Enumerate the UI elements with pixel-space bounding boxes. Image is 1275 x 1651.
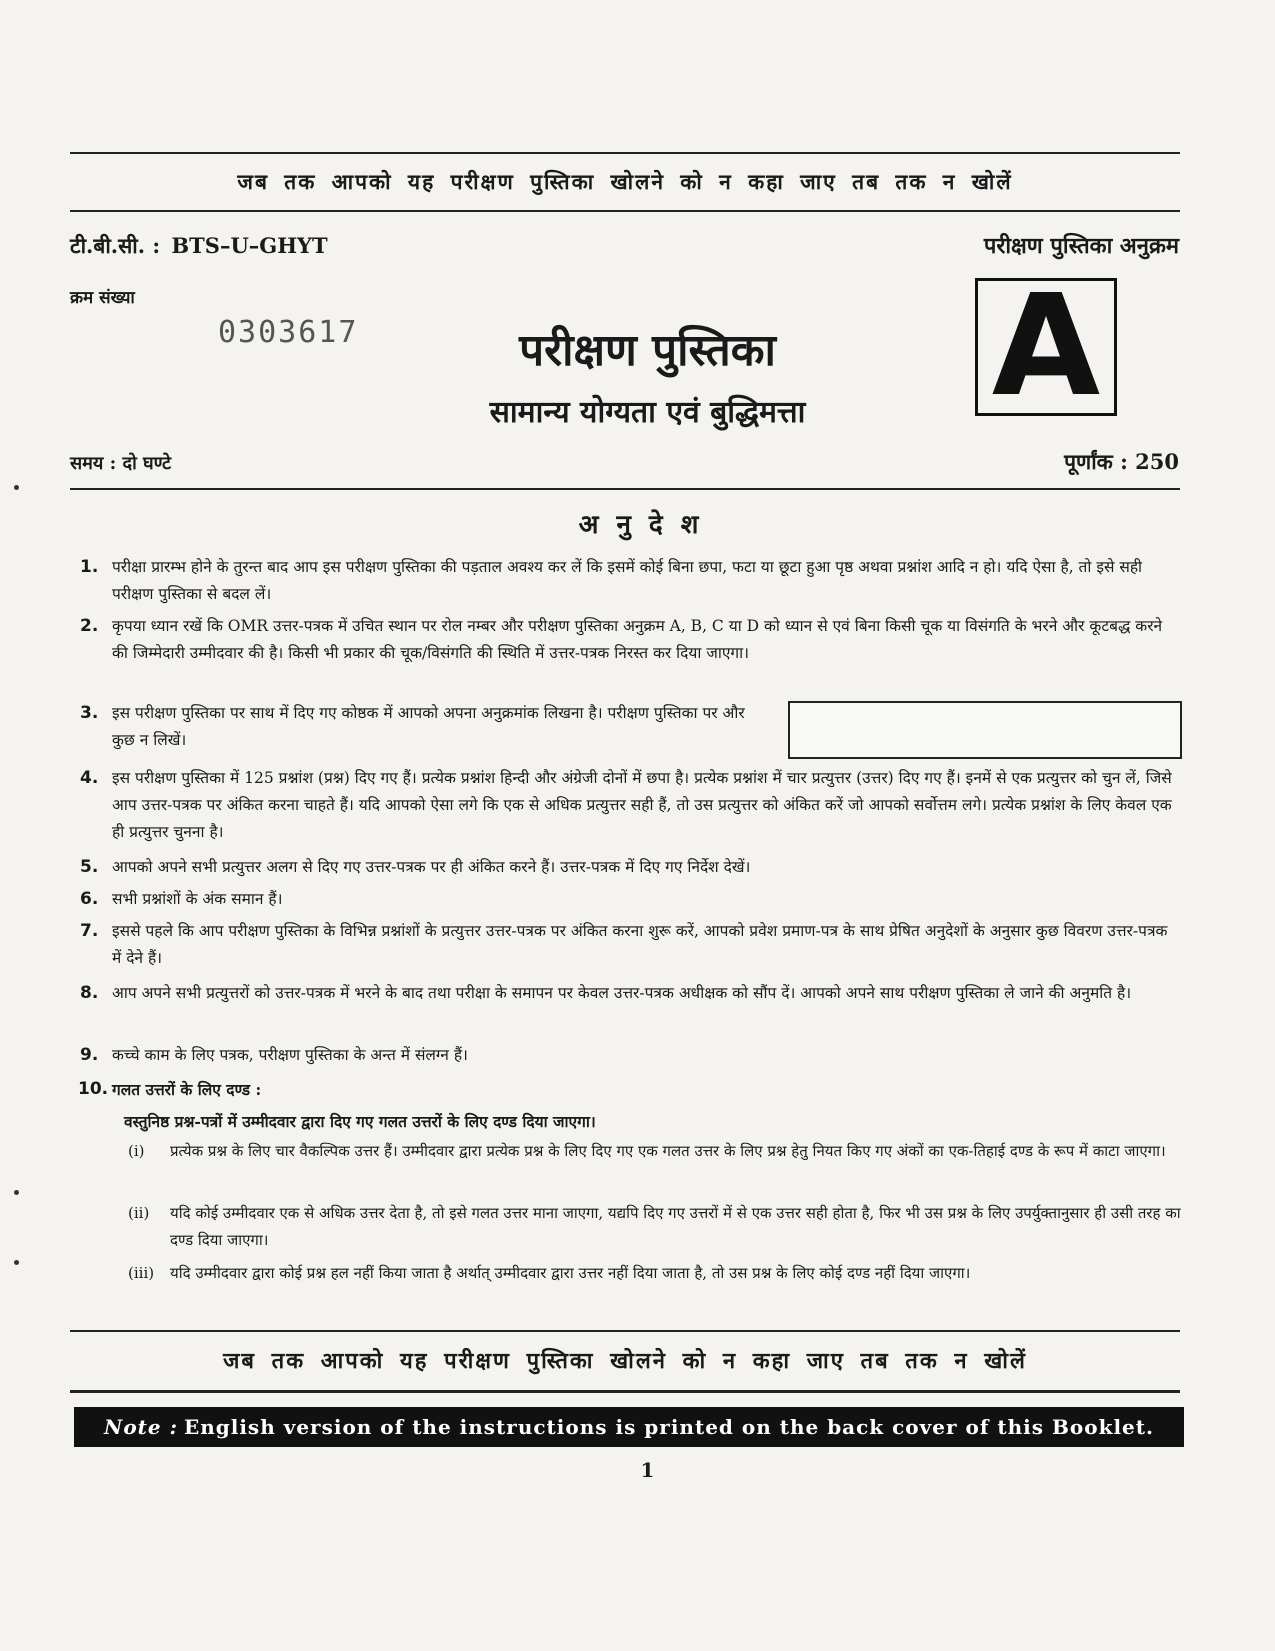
- instruction-item: [80, 918, 1180, 972]
- page-number: 1: [640, 1458, 655, 1482]
- note-label: Note :: [104, 1415, 178, 1439]
- instruction-item: [80, 886, 1180, 913]
- penalty-intro: वस्तुनिष्ठ प्रश्न-पत्रों में उम्मीदवार द्वारा दिए गए गलत उत्तरों के लिए दण्ड दिया जाएगा।: [124, 1112, 596, 1131]
- penalty-item: [128, 1200, 1183, 1254]
- instruction-number: 5.: [80, 857, 99, 877]
- instruction-number: 6.: [80, 889, 99, 909]
- bottom-rule-2: [70, 1390, 1180, 1393]
- instruction-number: 4.: [80, 768, 99, 788]
- series-label: परीक्षण पुस्तिका अनुक्रम: [983, 233, 1179, 259]
- instruction-number: 3.: [80, 703, 99, 723]
- penalty-item: [128, 1260, 1183, 1287]
- top-rule-2: [70, 210, 1180, 212]
- instruction-text: कृपया ध्यान रखें कि OMR उत्तर-पत्रक में उचित स्थान पर रोल नम्बर और परीक्षण पुस्तिका अनुक्रम A, B, C या D को ध्यान से एवं बिना किसी चूक या विसंगति के भरने और कूटबद्ध करने की जिम्मेदारी उम्मीदवार की है। किसी भी प्रकार की चूक/विसंगति की स्थिति में उत्तर-पत्रक निरस्त कर दिया जाएगा।: [112, 617, 1163, 662]
- instruction-number: 1.: [80, 557, 99, 577]
- instruction-number: 7.: [80, 921, 99, 941]
- top-rule: [70, 152, 1180, 154]
- tbc-code: BTS–U–GHYT: [171, 233, 328, 258]
- penalty-item: [128, 1138, 1183, 1165]
- booklet-subtitle: सामान्य योग्यता एवं बुद्धिमत्ता: [489, 395, 806, 430]
- penalty-item-number: (iii): [128, 1264, 155, 1282]
- scan-speck: [14, 1260, 19, 1265]
- instruction-text: आपको अपने सभी प्रत्युत्तर अलग से दिए गए उत्तर-पत्रक पर ही अंकित करने हैं। उत्तर-पत्रक में दिए गए निर्देश देखें।: [112, 858, 751, 876]
- note-text: English version of the instructions is printed on the back cover of this Booklet.: [183, 1415, 1154, 1439]
- penalty-item-number: (ii): [128, 1204, 150, 1222]
- instruction-number: 9.: [80, 1045, 99, 1065]
- bottom-rule: [70, 1330, 1180, 1332]
- tbc-code-line: [70, 232, 328, 260]
- instructions-heading: अनुदेश: [578, 510, 717, 540]
- penalty-item-number: (i): [128, 1142, 145, 1160]
- instruction-item: [80, 613, 1180, 667]
- instruction-item: [80, 700, 770, 754]
- instruction-text: गलत उत्तरों के लिए दण्ड :: [112, 1080, 262, 1099]
- serial-label: क्रम संख्या: [70, 288, 135, 308]
- penalty-item-text: यदि उम्मीदवार द्वारा कोई प्रश्न हल नहीं किया जाता है अर्थात् उम्मीदवार द्वारा उत्तर नहीं दिया जाता है, तो उस प्रश्न के लिए कोई दण्ड नहीं दिया जाएगा।: [170, 1264, 971, 1282]
- instruction-text: आप अपने सभी प्रत्युत्तरों को उत्तर-पत्रक में भरने के बाद तथा परीक्षा के समापन पर केवल उत्तर-पत्रक अधीक्षक को सौंप दें। आपको अपने साथ परीक्षण पुस्तिका ले जाने की अनुमति है।: [112, 984, 1132, 1002]
- instruction-item: [80, 554, 1180, 608]
- instruction-text: इससे पहले कि आप परीक्षण पुस्तिका के विभिन्न प्रश्नांशों के प्रत्युत्तर उत्तर-पत्रक पर अंकित करना शुरू करें, आपको प्रवेश प्रमाण-पत्र के साथ प्रेषित अनुदेशों के अनुसार कुछ विवरण उत्तर-पत्रक में देने हैं।: [112, 922, 1168, 967]
- series-box: [975, 265, 1117, 428]
- instruction-item: [80, 1042, 1180, 1069]
- series-letter: A: [991, 265, 1101, 428]
- scan-speck: [14, 1190, 19, 1195]
- instruction-text: कच्चे काम के लिए पत्रक, परीक्षण पुस्तिका के अन्त में संलग्न हैं।: [112, 1046, 468, 1064]
- tbc-label: टी.बी.सी. :: [70, 233, 161, 258]
- top-warning: जब तक आपको यह परीक्षण पुस्तिका खोलने को न कहा जाए तब तक न खोलें: [237, 169, 1013, 194]
- instruction-text: इस परीक्षण पुस्तिका में 125 प्रश्नांश (प्रश्न) दिए गए हैं। प्रत्येक प्रश्नांश हिन्दी और अंग्रेजी दोनों में छपा है। प्रत्येक प्रश्नांश में चार प्रत्युत्तर (उत्तर) दिए गए हैं। इनमें से एक प्रत्युत्तर को चुन लें, जिसे आप उत्तर-पत्रक पर अंकित करना चाहते हैं। यदि आपको ऐसा लगे कि एक से अधिक प्रत्युत्तर सही हैं, तो उस प्रत्युत्तर को अंकित करें जो आपको सर्वोत्तम लगे। प्रत्येक प्रश्नांश के लिए केवल एक ही प्रत्युत्तर चुनना है।: [112, 769, 1172, 841]
- penalty-item-text: यदि कोई उम्मीदवार एक से अधिक उत्तर देता है, तो इसे गलत उत्तर माना जाएगा, यद्यपि दिए गए उत्तरों में से एक उत्तर सही होता है, फिर भी उस प्रश्न के लिए उपर्युक्तानुसार ही उसी तरह का दण्ड दिया जाएगा।: [170, 1204, 1181, 1249]
- instruction-item: [78, 1076, 1178, 1103]
- instruction-text: परीक्षा प्रारम्भ होने के तुरन्त बाद आप इस परीक्षण पुस्तिका की पड़ताल अवश्य कर लें कि इसमें कोई बिना छपा, फटा या छूटा हुआ पृष्ठ अथवा प्रश्नांश आदि न हो। यदि ऐसा है, तो इसे सही परीक्षण पुस्तिका से बदल लें।: [112, 558, 1143, 603]
- scan-speck: [14, 485, 19, 490]
- instruction-number: 2.: [80, 616, 99, 636]
- instruction-text: इस परीक्षण पुस्तिका पर साथ में दिए गए कोष्ठक में आपको अपना अनुक्रमांक लिखना है। परीक्षण पुस्तिका पर और कुछ न लिखें।: [112, 704, 745, 749]
- instruction-item: [80, 854, 1180, 881]
- note-bar: [74, 1407, 1184, 1447]
- booklet-title: परीक्षण पुस्तिका: [519, 325, 776, 376]
- mid-rule: [70, 488, 1180, 490]
- roll-number-box[interactable]: [788, 701, 1182, 759]
- penalty-item-text: प्रत्येक प्रश्न के लिए चार वैकल्पिक उत्तर हैं। उम्मीदवार द्वारा प्रत्येक प्रश्न के लिए दिए गए एक गलत उत्तर के लिए प्रश्न हेतु नियत किए गए अंकों का एक-तिहाई दण्ड के रूप में काटा जाएगा।: [170, 1142, 1166, 1160]
- instruction-text: सभी प्रश्नांशों के अंक समान हैं।: [112, 890, 283, 908]
- max-marks: पूर्णांक : 250: [1064, 449, 1179, 474]
- instruction-item: [80, 765, 1180, 846]
- exam-time: समय : दो घण्टे: [70, 453, 172, 474]
- serial-number: 0303617: [218, 315, 359, 350]
- instruction-number: 8.: [80, 983, 99, 1003]
- instruction-number: 10.: [78, 1079, 109, 1099]
- instruction-item: [80, 980, 1180, 1007]
- bottom-warning: जब तक आपको यह परीक्षण पुस्तिका खोलने को न कहा जाए तब तक न खोलें: [223, 1348, 1027, 1374]
